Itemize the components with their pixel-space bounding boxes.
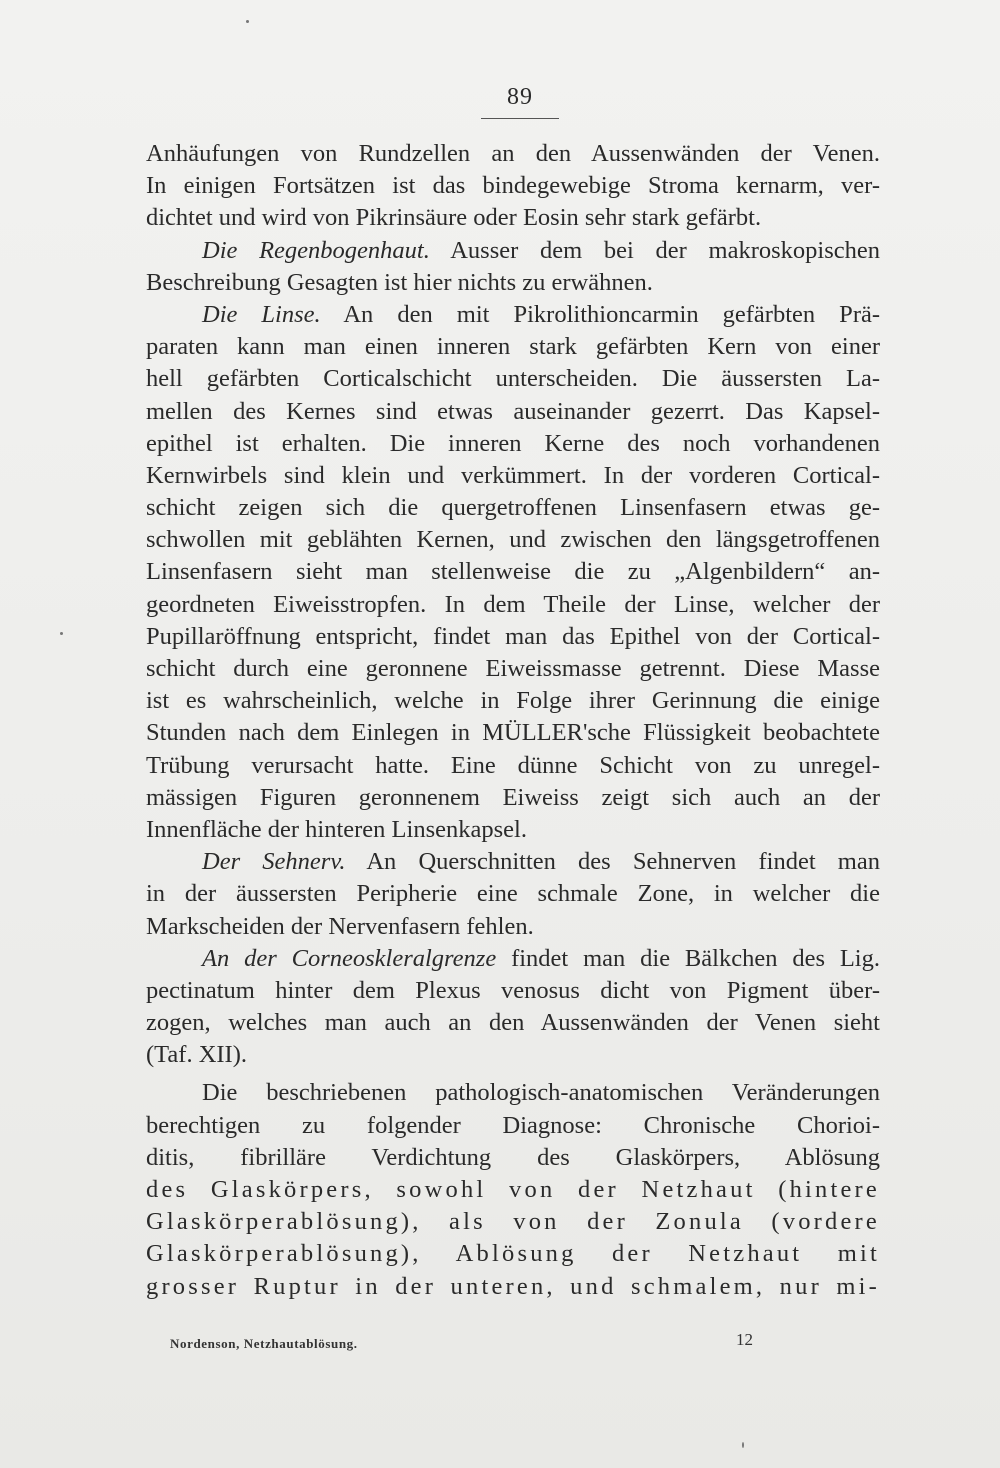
text-line: paraten kann man einen inneren stark gefärbten Kern von einer xyxy=(146,333,880,361)
text-line: epithel ist erhalten. Die inneren Kerne des noch vorhandenen xyxy=(146,429,880,457)
text-line: Innenfläche der hinteren Linsenkapsel. xyxy=(146,815,527,843)
text-line: dichtet und wird von Pikrinsäure oder Eosin sehr stark gefärbt. xyxy=(146,204,762,232)
text-line: hell gefärbten Corticalschicht unterscheiden. Die äussersten La- xyxy=(146,365,880,393)
page-number: 89 xyxy=(507,84,533,110)
text-line: grosser Ruptur in der unteren, und schmalem, nur mi- xyxy=(146,1272,880,1300)
text-line: geordneten Eiweisstropfen. In dem Theile der Linse, welcher der xyxy=(146,590,880,618)
text-line: schicht durch eine geronnene Eiweissmasse getrennt. Diese Masse xyxy=(146,655,880,682)
text-line: zogen, welches man auch an den Aussenwänden der Venen sieht xyxy=(146,1009,880,1037)
text-line: Der Sehnerv. An Querschnitten des Sehnerven findet man xyxy=(202,848,880,876)
text-line: ist es wahrscheinlich, welche in Folge ihrer Gerinnung die einige xyxy=(146,687,880,715)
paper-speck xyxy=(742,1442,744,1448)
text-line: mässigen Figuren geronnenem Eiweiss zeigt sich auch an der xyxy=(146,783,880,811)
text-line: pectinatum hinter dem Plexus venosus dicht von Pigment über- xyxy=(146,976,880,1004)
footer-sheet-number: 12 xyxy=(736,1330,753,1349)
text-line: Pupillaröffnung entspricht, findet man das Epithel von der Cortical- xyxy=(146,622,880,650)
text-line: In einigen Fortsätzen ist das bindegewebige Stroma kernarm, ver- xyxy=(146,172,880,200)
text-line: berechtigen zu folgender Diagnose: Chronische Chorioi- xyxy=(146,1111,880,1139)
text-line: Die beschriebenen pathologisch-anatomischen Veränderungen xyxy=(202,1079,880,1107)
text-line: Stunden nach dem Einlegen in MÜLLER'sche Flüssigkeit beobachtete xyxy=(146,719,880,747)
text-line: Trübung verursacht hatte. Eine dünne Schicht von zu unregel- xyxy=(146,751,880,779)
page-number-rule xyxy=(481,118,559,119)
text-line: schicht zeigen sich die quergetroffenen Linsenfasern etwas ge- xyxy=(146,494,880,522)
text-line: Glaskörperablösung), als von der Zonula (vordere xyxy=(146,1208,880,1236)
text-line: Glaskörperablösung), Ablösung der Netzhaut mit xyxy=(146,1240,880,1268)
text-line: Anhäufungen von Rundzellen an den Aussenwänden der Venen. xyxy=(146,140,880,167)
text-line: ditis, fibrilläre Verdichtung des Glaskörpers, Ablösung xyxy=(146,1143,880,1171)
text-line: (Taf. XII). xyxy=(146,1041,247,1069)
text-line: Linsenfasern sieht man stellenweise die zu „Algenbildern“ an- xyxy=(146,558,880,586)
text-line: Die Linse. An den mit Pikrolithioncarmin gefärbten Prä- xyxy=(202,300,881,328)
text-line: schwollen mit geblähten Kernen, und zwischen den längsgetroffenen xyxy=(146,526,880,554)
text-line: Kernwirbels sind klein und verkümmert. In der vorderen Cortical- xyxy=(146,461,880,489)
paper-speck xyxy=(246,20,249,23)
text-line: in der äussersten Peripherie eine schmale Zone, in welcher die xyxy=(146,880,880,908)
text-line: Beschreibung Gesagten ist hier nichts zu erwähnen. xyxy=(146,268,653,296)
paper-speck xyxy=(60,632,63,635)
text-line: An der Corneoskleralgrenze findet man die Bälkchen des Lig. xyxy=(202,944,880,972)
text-line: mellen des Kernes sind etwas auseinander gezerrt. Das Kapsel- xyxy=(146,397,880,425)
text-line: des Glaskörpers, sowohl von der Netzhaut (hintere xyxy=(146,1176,880,1203)
text-line: Die Regenbogenhaut. Ausser dem bei der makroskopischen xyxy=(202,236,880,264)
footer-signature: Nordenson, Netzhautablösung. xyxy=(170,1336,358,1351)
body-text xyxy=(146,138,880,1303)
text-line: Markscheiden der Nervenfasern fehlen. xyxy=(146,912,534,940)
